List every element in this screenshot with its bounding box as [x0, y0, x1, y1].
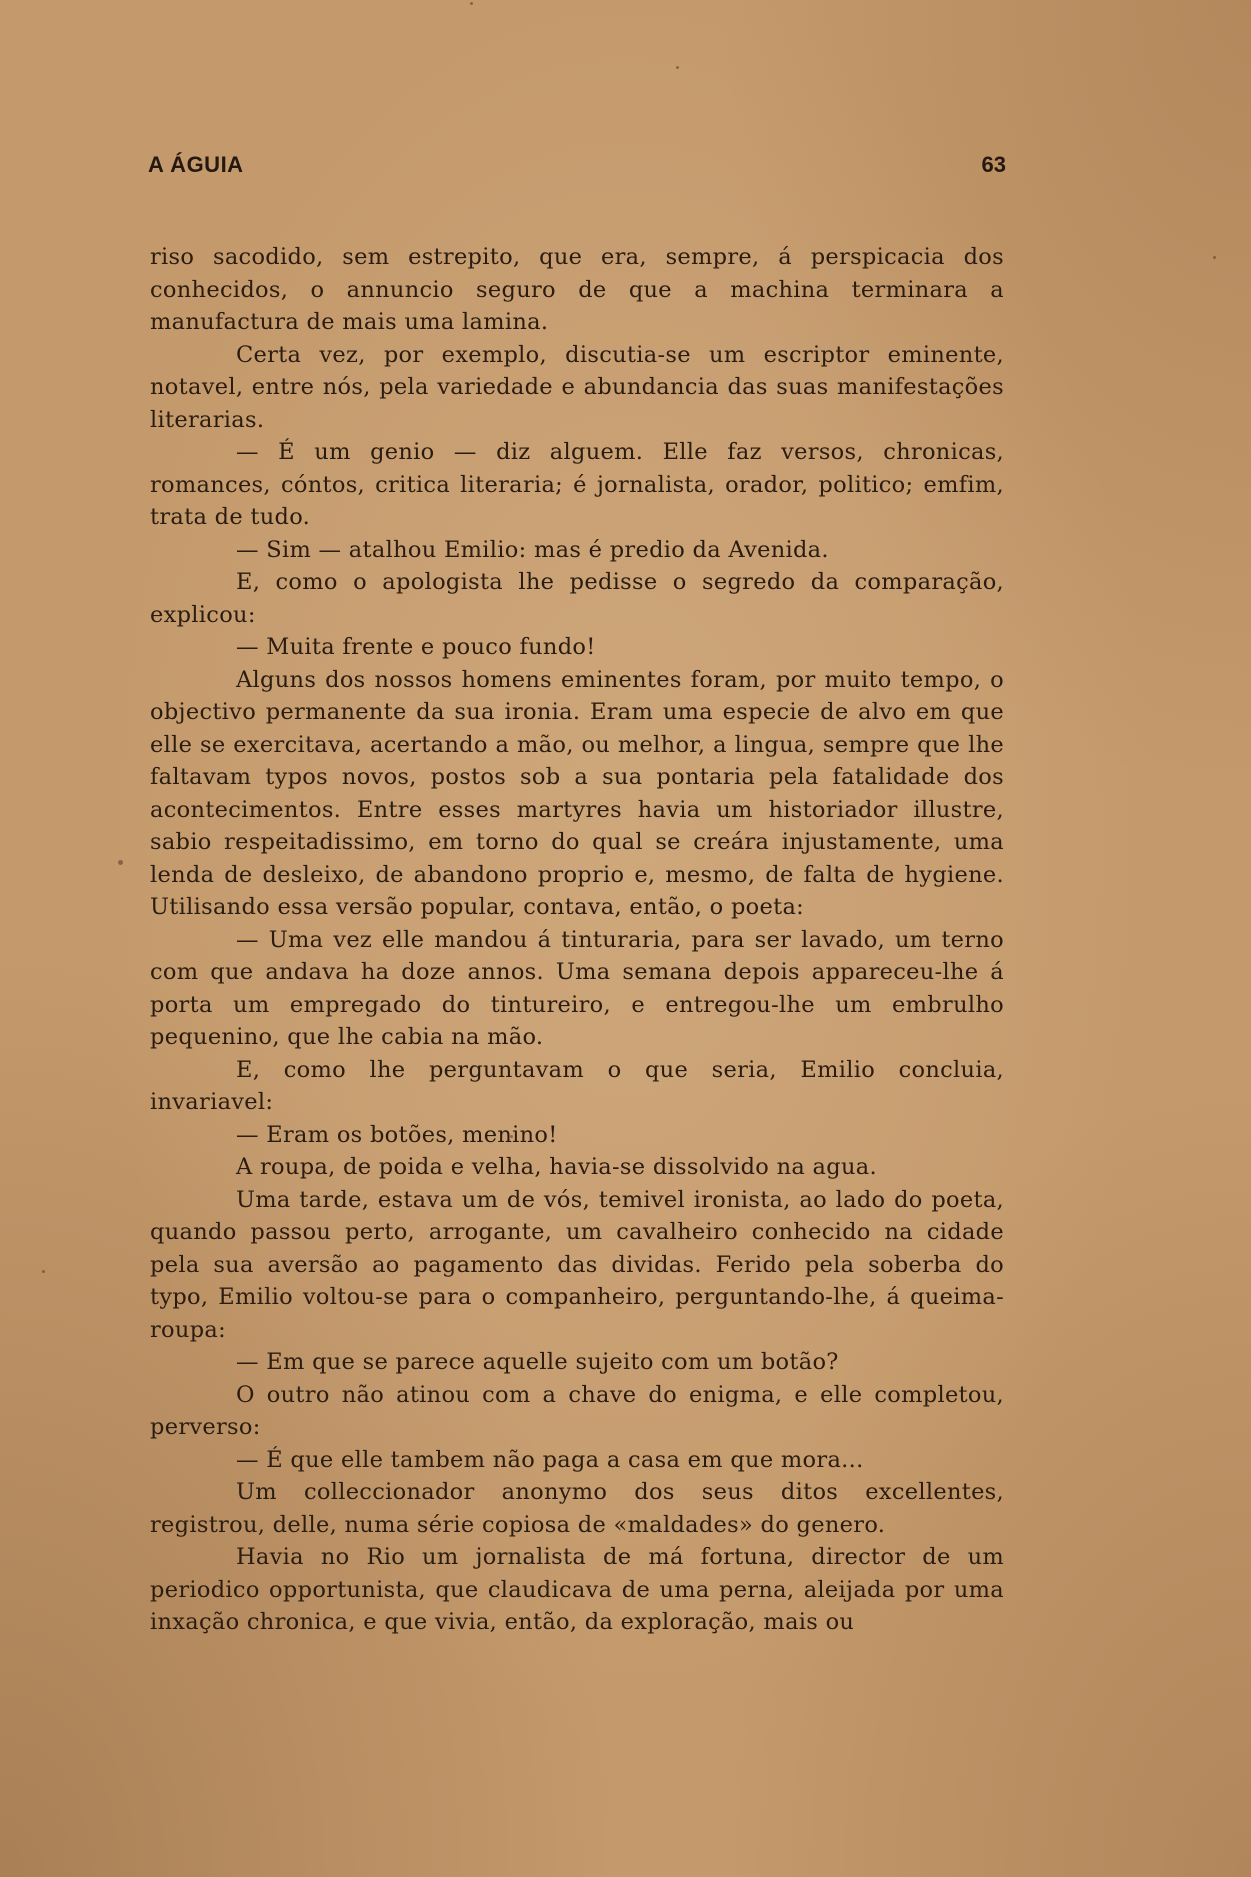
paragraph: — Sim — atalhou Emilio: mas é predio da Avenida. [236, 536, 829, 563]
paragraph: Certa vez, por exemplo, discutia-se um escriptor eminente, notavel, entre nós, pela variedade e abundancia das suas manifestações literarias. [150, 341, 1004, 433]
paragraph: E, como lhe perguntavam o que seria, Emilio concluia, invariavel: [150, 1056, 1004, 1115]
running-title: A ÁGUIA [148, 152, 244, 177]
paragraph: O outro não atinou com a chave do enigma, e elle completou, perverso: [150, 1381, 1004, 1440]
paragraph: riso sacodido, sem estrepito, que era, sempre, á perspicacia dos conhecidos, o annuncio seguro de que a machina terminara a manufactura de mais uma lamina. [150, 244, 1004, 335]
paragraph: Alguns dos nossos homens eminentes foram, por muito tempo, o objectivo permanente da sua ironia. Eram uma especie de alvo em que elle se exercitava, acertando a mão, ou melhor, a lingua, sempre que lhe faltavam typos novos, postos sob a sua pontaria pela fatalidade dos acontecimentos. Entre esses martyres havia um historiador illustre, sabio respeitadissimo, em torno do qual se creára injustamente, uma lenda de desleixo, de abandono proprio e, mesmo, de falta de hygiene. Utilisando essa versão popular, contava, então, o poeta: [150, 666, 1004, 920]
paragraph: — É um genio — diz alguem. Elle faz versos, chronicas, romances, cóntos, critica literaria; é jornalista, orador, politico; emfim, trata de tudo. [150, 439, 1004, 530]
paragraph: — Muita frente e pouco fundo! [236, 634, 596, 660]
print-speck [42, 1270, 45, 1273]
body-text [150, 241, 1004, 1639]
print-speck [470, 2, 473, 5]
print-speck [1213, 256, 1216, 259]
paragraph: Uma tarde, estava um de vós, temivel ironista, ao lado do poeta, quando passou perto, arrogante, um cavalheiro conhecido na cidade pela sua aversão ao pagamento das dividas. Ferido pela soberba do typo, Emilio voltou-se para o companheiro, perguntando-lhe, á queima-roupa: [150, 1186, 1004, 1343]
paragraph: E, como o apologista lhe pedisse o segredo da comparação, explicou: [150, 569, 1004, 628]
paragraph: Um colleccionador anonymo dos seus ditos excellentes, registrou, delle, numa série copiosa de «maldades» do genero. [150, 1479, 1004, 1538]
paragraph: A roupa, de poida e velha, havia-se dissolvido na agua. [236, 1154, 877, 1180]
paragraph: — Em que se parece aquelle sujeito com um botão? [236, 1349, 839, 1375]
paragraph: — Eram os botões, menino! [236, 1121, 558, 1148]
paragraph: — Uma vez elle mandou á tinturaria, para ser lavado, um terno com que andava ha doze annos. Uma semana depois appareceu-lhe á porta um empregado do tintureiro, e entregou-lhe um embrulho pequenino, que lhe cabia na mão. [150, 926, 1004, 1050]
page-header [148, 152, 1006, 188]
print-speck [676, 66, 679, 69]
print-speck [118, 860, 123, 865]
paragraph: Havia no Rio um jornalista de má fortuna, director de um periodico opportunista, que claudicava de uma perna, aleijada por uma inxação chronica, e que vivia, então, da exploração, mais ou [150, 1544, 1004, 1635]
page-number: 63 [981, 152, 1006, 177]
paragraph: — É que elle tambem não paga a casa em que mora... [236, 1446, 864, 1473]
